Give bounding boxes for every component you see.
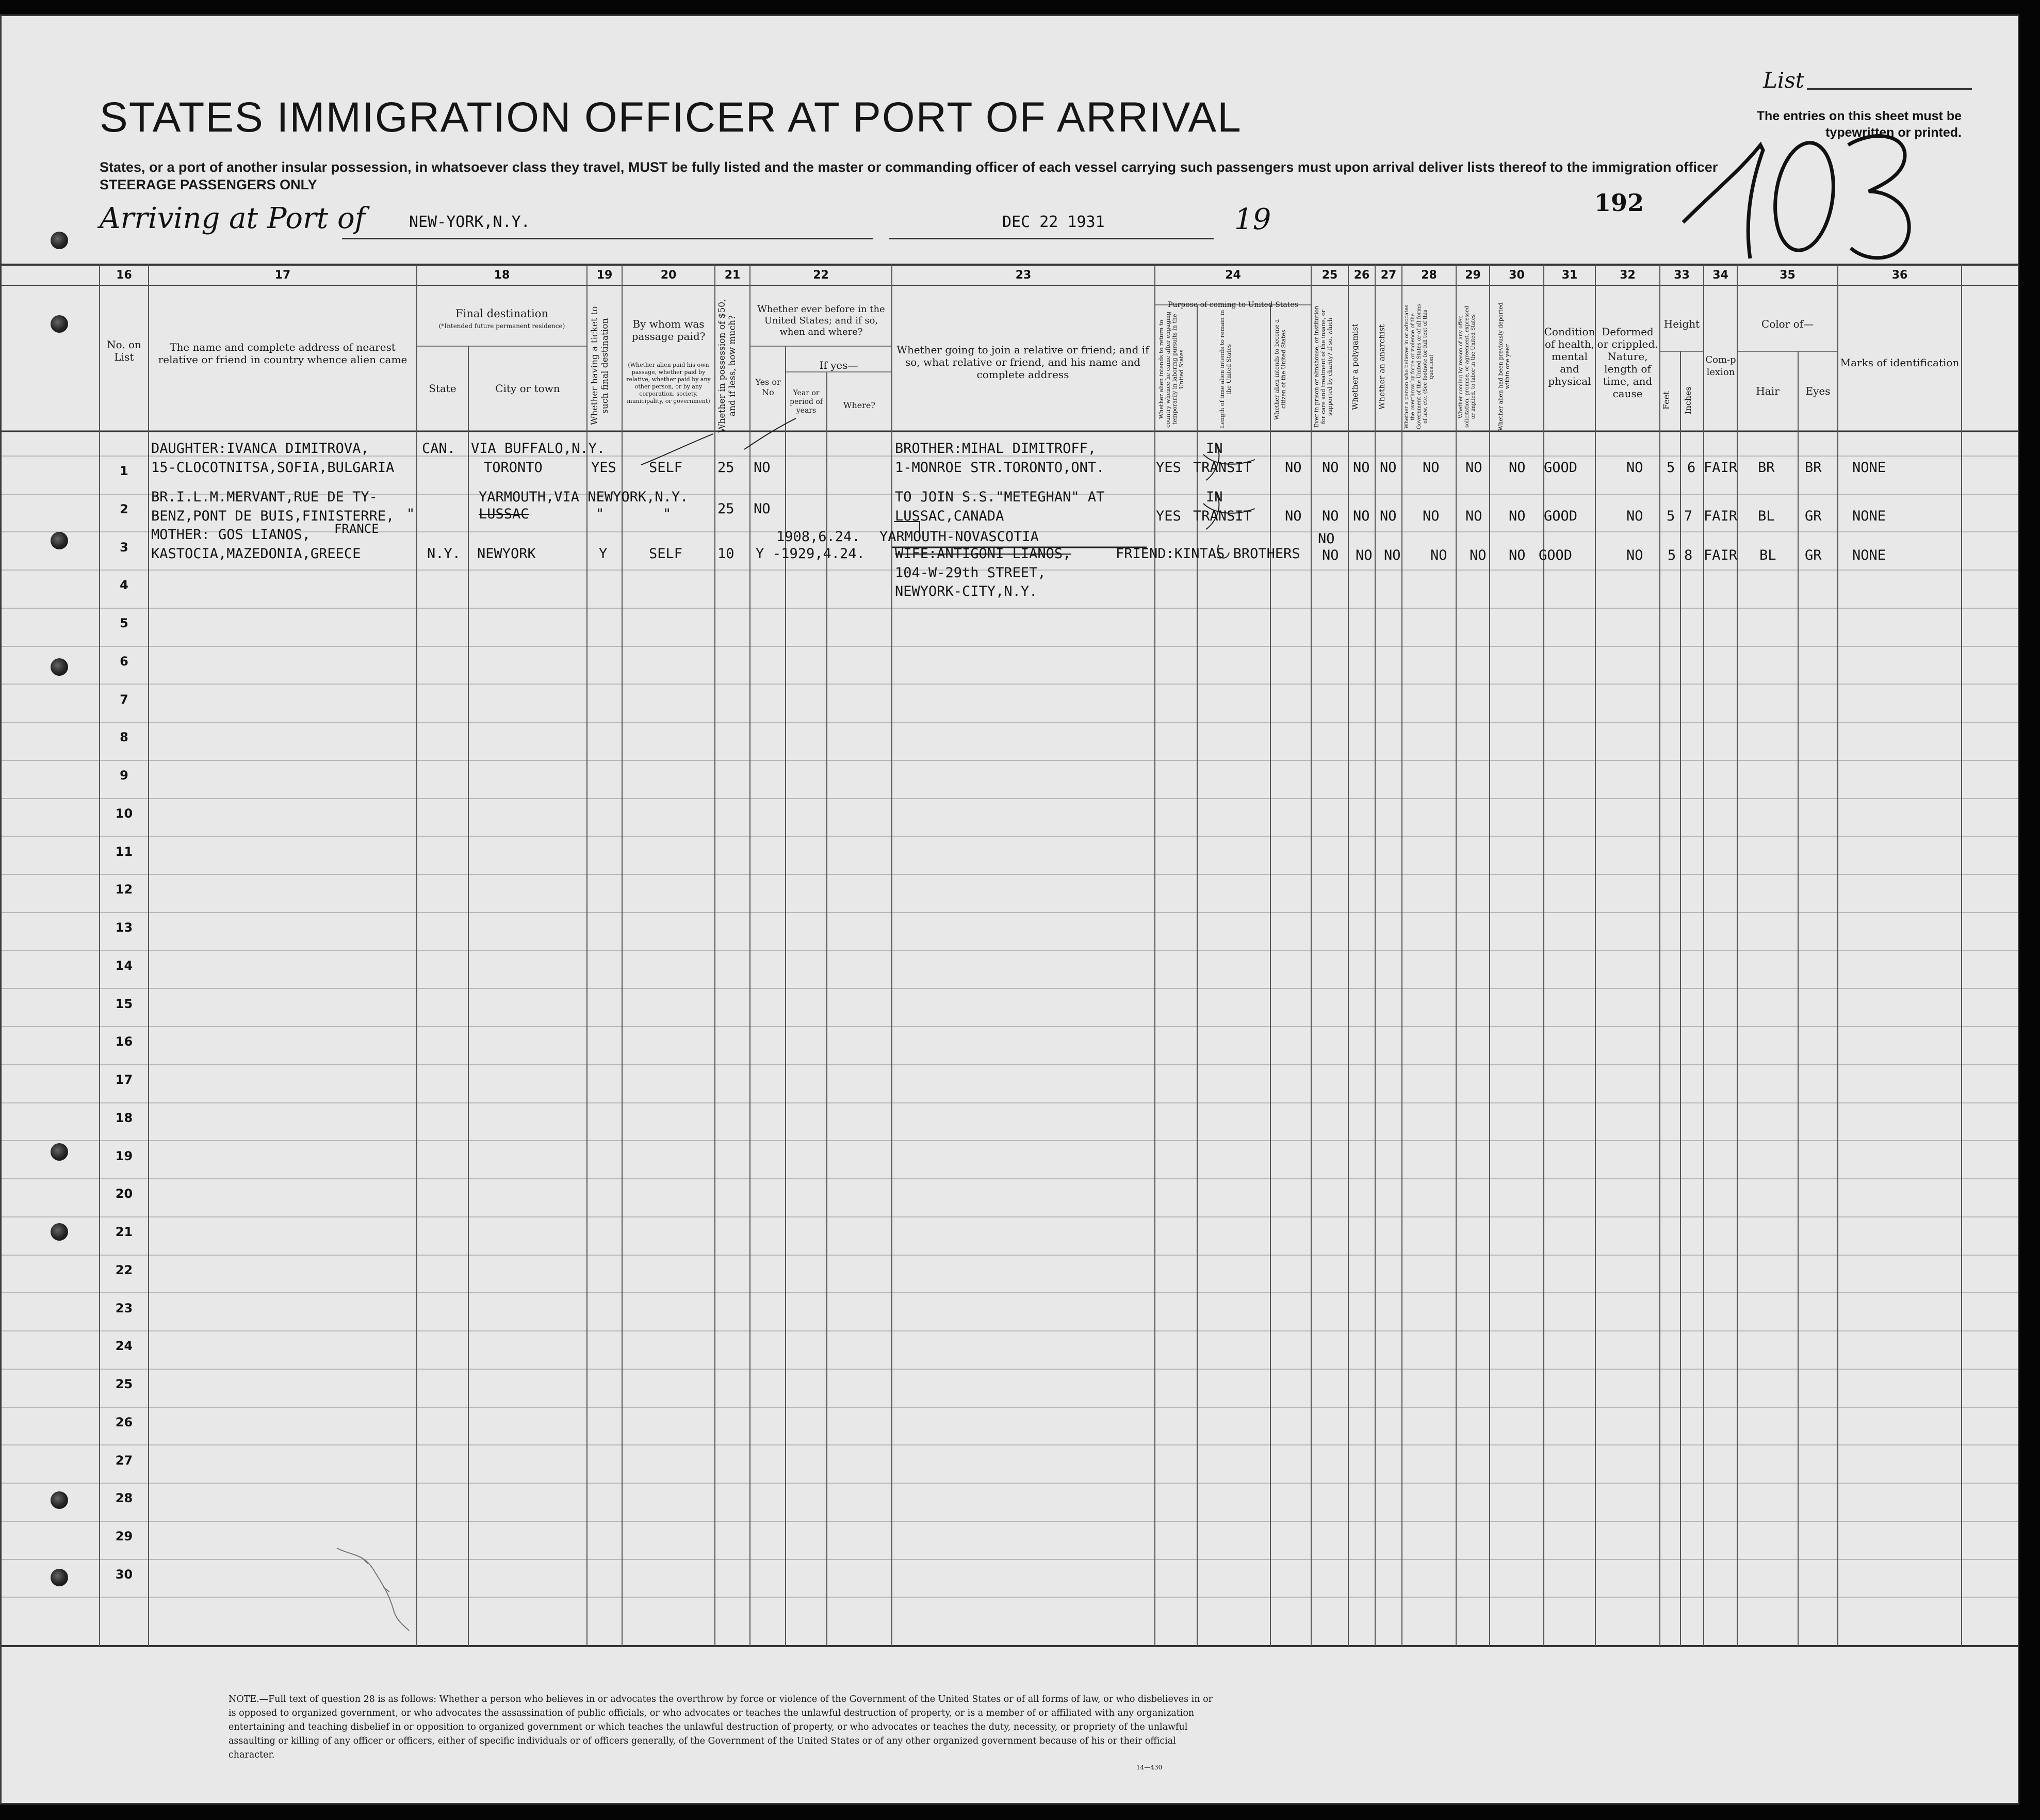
row-number: 23 [115, 1301, 133, 1315]
deported-value: NO [1509, 547, 1526, 563]
height-inches: 8 [1684, 547, 1693, 563]
deported-value: NO [1509, 508, 1526, 524]
citizen-value: NO [1285, 460, 1302, 476]
passage-paid-value: SELF [649, 460, 683, 476]
column-number: 20 [660, 269, 677, 282]
column-number: 32 [1620, 269, 1636, 282]
sheet-typewritten-note: The entries on this sheet must be typewritten or printed. [1756, 109, 1962, 140]
polygamist-value: NO [1353, 508, 1370, 524]
overthrow-value: NO [1430, 547, 1447, 563]
length-of-stay-2: TRANSIT [1193, 508, 1252, 524]
form-code: 14—430 [1136, 1764, 1163, 1771]
row-number: 16 [115, 1034, 133, 1049]
form-title: STATES IMMIGRATION OFFICER AT PORT OF ARRIVAL [100, 94, 1242, 141]
joining-name: WIFE:ANTIGONI LIANOS, [895, 546, 1071, 562]
money-value: 25 [717, 501, 735, 517]
row-number: 24 [115, 1339, 133, 1353]
column-number: 21 [724, 269, 741, 282]
polygamist-value: NO [1353, 460, 1370, 476]
row-number: 5 [120, 616, 128, 630]
height-inches: 7 [1684, 508, 1693, 524]
row-number: 8 [120, 730, 128, 744]
binder-hole [51, 1569, 68, 1586]
row-number: 30 [115, 1567, 133, 1582]
contract-value: NO [1465, 460, 1482, 476]
joining-address: 1-MONROE STR.TORONTO,ONT. [895, 460, 1105, 476]
header-anarchist: Whether an anarchist [1377, 324, 1386, 410]
row-number: 12 [115, 882, 133, 897]
binder-hole [51, 532, 68, 549]
overthrow-value: NO [1423, 508, 1440, 524]
header-deported: Whether alien had been previously deported within one year [1497, 302, 1511, 431]
binder-hole [51, 1491, 68, 1509]
manifest-sheet [0, 14, 2019, 1805]
column-number: 16 [116, 269, 132, 282]
header-year-period: Year or period of years [790, 389, 823, 415]
row-number: 11 [115, 844, 133, 859]
binder-hole [51, 315, 68, 333]
row-number: 4 [120, 578, 128, 592]
binder-hole [51, 1223, 68, 1241]
overthrow-value: NO [1423, 460, 1440, 476]
row-rules [2, 456, 2019, 1597]
hair-value: BL [1758, 508, 1775, 524]
anarchist-value: NO [1384, 547, 1401, 563]
row-number: 3 [120, 540, 128, 555]
joining-name: TO JOIN S.S."METEGHAN" AT [895, 489, 1105, 505]
header-ever-before-us: Whether ever before in the United States; and if so, when and where? [757, 304, 885, 337]
relative-name: BR.I.L.M.MERVANT,RUE DE TY- [151, 489, 378, 505]
complexion-value: FAIR [1704, 547, 1738, 563]
years-in-us-2: -1929,4.24. [773, 546, 865, 562]
before-in-us-value: Y [756, 546, 764, 562]
header-if-yes: If yes— [819, 359, 858, 371]
deformed-value: NO [1626, 508, 1643, 524]
port-underline [342, 238, 873, 239]
column-number: 25 [1321, 269, 1338, 282]
height-feet: 5 [1667, 460, 1675, 476]
height-feet: 5 [1668, 547, 1676, 563]
list-label: List [1763, 68, 1804, 93]
column-number: 27 [1380, 269, 1397, 282]
row-number: 13 [115, 920, 133, 935]
complexion-value: FAIR [1704, 460, 1738, 476]
row-number: 22 [115, 1263, 133, 1277]
passage-paid-value: " [663, 506, 672, 522]
instruction-line-2: STEERAGE PASSENGERS ONLY [100, 177, 317, 192]
column-number: 22 [813, 269, 829, 282]
column-number: 29 [1465, 269, 1481, 282]
row-number: 2 [120, 502, 128, 516]
relative-name: DAUGHTER:IVANCA DIMITROVA, [151, 441, 369, 457]
deformed-value: NO [1626, 547, 1643, 563]
column-number: 23 [1015, 269, 1032, 282]
health-value: GOOD [1544, 508, 1578, 524]
hair-value: BR [1758, 460, 1775, 476]
anarchist-value: NO [1380, 508, 1397, 524]
polygamist-value: NO [1356, 547, 1373, 563]
column-number: 35 [1780, 269, 1796, 282]
row-number: 14 [115, 958, 133, 973]
header-health: Condition of health, mental and physical [1544, 326, 1595, 387]
header-city: City or town [495, 382, 560, 395]
relative-name: MOTHER: GOS LIANOS, [151, 527, 311, 543]
destination-city-2: LUSSAC [479, 506, 529, 522]
destination-state: N.Y. [427, 546, 461, 562]
header-passage-paid: By whom was passage paid? [631, 318, 706, 343]
header-ticket: Whether having a ticket to such final destination [590, 306, 610, 426]
header-state: State [429, 382, 456, 395]
before-in-us-value: NO [754, 501, 771, 517]
header-final-destination: Final destination [455, 307, 548, 320]
years-in-us: 1908,6.24. [776, 529, 860, 545]
height-inches: 6 [1687, 460, 1696, 476]
header-final-destination-note: (*Intended future permanent residence) [438, 322, 565, 330]
column-number: 28 [1421, 269, 1437, 282]
column-number: 33 [1674, 269, 1690, 282]
row-number: 29 [115, 1529, 133, 1543]
deported-value: NO [1509, 460, 1526, 476]
header-no-on-list: No. on List [107, 338, 141, 363]
column-number: 36 [1891, 269, 1908, 282]
relative-address: KASTOCIA,MAZEDONIA,GREECE [151, 546, 361, 562]
column-number: 26 [1353, 269, 1370, 282]
binder-hole [51, 658, 68, 676]
binder-hole [51, 232, 68, 249]
column-number: 30 [1509, 269, 1525, 282]
header-prison: Ever in prison or almshouse, or institution for care and treatment of the insane, or supported by charity? If so, which [1313, 305, 1333, 428]
header-overthrow: Whether a person who believes in or advocates the overthrow by force or violence of the Government of the United States or of all forms of law, etc. (See footnote for full text of this question) [1404, 304, 1434, 430]
row-number: 26 [115, 1415, 133, 1429]
destination-state: CAN. [422, 441, 456, 457]
length-of-stay: IN [1206, 489, 1223, 505]
header-where: Where? [843, 400, 875, 410]
pencil-scribble [332, 1543, 435, 1636]
instruction-line-1: States, or a port of another insular possession, in whatsoever class they travel, MUST be fully listed and the master or commanding officer of each vessel carrying such passengers must upon arrival deliver lists thereof to the immigration officer [100, 159, 1718, 175]
row-number: 25 [115, 1377, 133, 1391]
money-value: 25 [717, 460, 735, 476]
citizen-value: NO [1318, 531, 1335, 547]
row-number: 1 [120, 464, 128, 478]
destination-city-2: TORONTO [484, 460, 543, 476]
footnote-question-28: NOTE.—Full text of question 28 is as follows: Whether a person who believes in or advocates the overthrow by force or violence of the Government of the United States or of all forms of law, or who disbelieves in or is opposed to organized government, or who advocates the assassination of public officials, or who advocates or teaches the unlawful destruction of property, or is a member of or affiliated with any organization entertaining and teaching disbelief in or opposition to organized government or which teaches the unlawful destruction of property, or who advocates or teaches the duty, necessity, or propriety of the unlawful assaulting or killing of any officer or officers, either of specific individuals or of officers generally, of the Government of the United States or of any other organized government because of his or their official character. [229, 1694, 1213, 1760]
arriving-label: Arriving at Port of [100, 202, 366, 235]
height-feet: 5 [1667, 508, 1675, 524]
column-number: 31 [1561, 269, 1578, 282]
joining-friend: FRIEND:KINTAS BROTHERS [1116, 546, 1300, 562]
ticket-value: " [596, 506, 605, 522]
prison-value: NO [1322, 508, 1339, 524]
list-underline [1807, 88, 1972, 90]
header-join-relative: Whether going to join a relative or friend; and if so, what relative or friend, and his name and complete address [896, 344, 1149, 381]
length-of-stay: IN [1206, 441, 1223, 457]
eyes-value: GR [1805, 508, 1822, 524]
header-fifty-dollars: Whether in possession of $50, and if less, how much? [717, 299, 738, 433]
ticket-value: Y [599, 546, 608, 562]
row-number: 6 [120, 654, 128, 669]
eyes-value: GR [1805, 547, 1822, 563]
column-number: 18 [494, 269, 510, 282]
port-value: NEW-YORK,N.Y. [409, 213, 530, 231]
header-passage-paid-note: (Whether alien paid his own passage, whether paid by relative, whether paid by any other person, or by any corporation, society, municipality, or government) [626, 362, 711, 404]
prison-value: NO [1322, 547, 1339, 563]
previous-location: YARMOUTH-NOVASCOTIA [879, 529, 1039, 545]
header-polygamist: Whether a polygamist [1350, 323, 1360, 410]
marks-value: NONE [1852, 547, 1886, 563]
complexion-value: FAIR [1704, 508, 1738, 524]
deformed-value: NO [1626, 460, 1643, 476]
header-height: Height [1663, 318, 1700, 330]
header-purpose: Purpose of coming to United States [1168, 301, 1298, 309]
handwritten-list-number [1673, 114, 1920, 269]
hair-value: BL [1759, 547, 1776, 563]
header-feet: Feet [1661, 391, 1671, 410]
destination-city: YARMOUTH,VIA NEWYORK,N.Y. [479, 489, 689, 505]
eyes-value: BR [1805, 460, 1822, 476]
joining-address: LUSSAC,CANADA [895, 508, 1004, 524]
header-hair: Hair [1756, 385, 1780, 397]
prison-value: NO [1322, 460, 1339, 476]
date-value: DEC 22 1931 [1002, 213, 1105, 231]
return-value: YES [1156, 508, 1181, 524]
destination-city: VIA BUFFALO,N.Y. [471, 441, 606, 457]
header-purpose-citizen: Whether alien intends to become a citizen of the United States [1274, 319, 1287, 420]
date-underline [889, 238, 1214, 239]
header-eyes: Eyes [1805, 385, 1831, 397]
header-purpose-length: Length of time alien intends to remain in the United States [1219, 310, 1232, 429]
health-value: GOOD [1539, 547, 1573, 563]
column-number: 19 [596, 269, 613, 282]
header-purpose-return: Whether alien intends to return to country whence he came after engaging temporarily in laboring pursuits in the United States [1158, 311, 1185, 428]
ticket-value: YES [591, 460, 616, 476]
marks-value: NONE [1852, 508, 1886, 524]
year-prefix: 19 [1234, 203, 1271, 236]
header-complexion: Com-plexion [1705, 354, 1736, 378]
contract-value: NO [1465, 508, 1482, 524]
header-color-of: Color of— [1761, 318, 1814, 330]
row-number: 21 [115, 1225, 133, 1239]
joining-address: 104-W-29th STREET, [895, 565, 1046, 581]
marks-value: NONE [1852, 460, 1886, 476]
joining-name: BROTHER:MIHAL DIMITROFF, [895, 441, 1097, 457]
year-192: 192 [1594, 189, 1644, 217]
row-number: 27 [115, 1453, 133, 1468]
binder-hole [51, 1143, 68, 1161]
return-value: YES [1156, 460, 1181, 476]
row-number: 18 [115, 1111, 133, 1125]
before-in-us-value: NO [754, 460, 771, 476]
row-number: 20 [115, 1187, 133, 1201]
passage-paid-value: SELF [649, 546, 683, 562]
row-number: 10 [115, 806, 133, 821]
money-value: 10 [717, 546, 735, 562]
row-number: 19 [115, 1149, 133, 1163]
row-number: 17 [115, 1072, 133, 1087]
header-marks: Marks of identification [1840, 356, 1960, 369]
column-number: 17 [274, 269, 291, 282]
length-of-stay-2: TRANSIT [1193, 460, 1252, 476]
column-number: 34 [1712, 269, 1728, 282]
row-number: 9 [120, 768, 128, 783]
header-yes-or-no: Yes or No [755, 377, 781, 397]
anarchist-value: NO [1380, 460, 1397, 476]
column-number: 24 [1225, 269, 1241, 282]
relative-address: BENZ,PONT DE BUIS,FINISTERRE, [151, 508, 395, 524]
health-value: GOOD [1544, 460, 1578, 476]
header-inches: Inches [1683, 386, 1693, 414]
destination-city: NEWYORK [477, 546, 536, 562]
row-number: 15 [115, 997, 133, 1011]
destination-state: " [406, 506, 415, 522]
header-contract-labor: Whether coming by reason of any offer, solicitation, promise, or agreement, expressed or implied, to labor in the United States [1458, 305, 1476, 428]
citizen-value: NO [1285, 508, 1302, 524]
relative-country: FRANCE [334, 522, 379, 536]
row-number: 7 [120, 692, 128, 707]
header-deformed: Deformed or crippled. Nature, length of time, and cause [1597, 326, 1658, 400]
row-number: 28 [115, 1491, 133, 1505]
joining-city: NEWYORK-CITY,N.Y. [895, 583, 1038, 599]
header-relative-address: The name and complete address of nearest relative or friend in country whence alien came [158, 341, 407, 366]
relative-address: 15-CLOCOTNITSA,SOFIA,BULGARIA [151, 460, 395, 476]
contract-value: NO [1470, 547, 1487, 563]
